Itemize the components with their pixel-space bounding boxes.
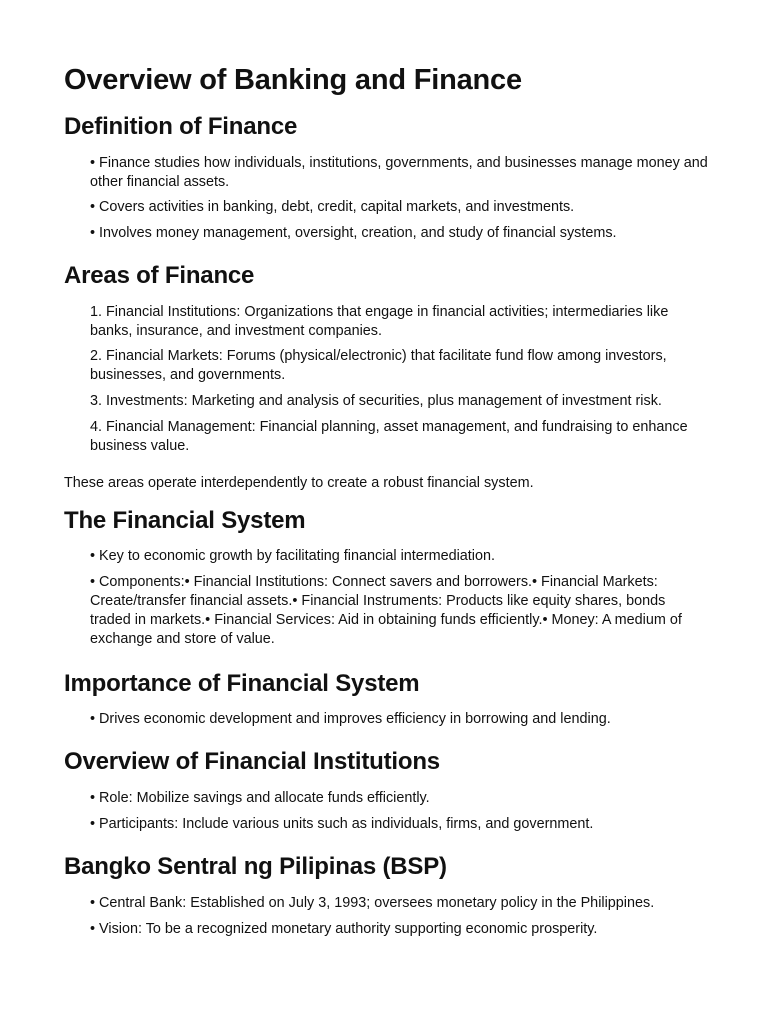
list-item: • Finance studies how individuals, institutions, governments, and businesses manage money and other financial assets.	[90, 155, 708, 190]
list-item: 4. Financial Management: Financial planning, asset management, and fundraising to enhance business value.	[90, 419, 688, 454]
page-title: Overview of Banking and Finance	[64, 64, 522, 96]
list-item: • Central Bank: Established on July 3, 1993; oversees monetary policy in the Philippines.	[90, 895, 655, 911]
list-item: • Drives economic development and improves efficiency in borrowing and lending.	[90, 711, 611, 727]
list-item: • Key to economic growth by facilitating financial intermediation.	[90, 548, 495, 564]
list-item: • Participants: Include various units such as individuals, firms, and government.	[90, 816, 594, 832]
list-item: 2. Financial Markets: Forums (physical/electronic) that facilitate fund flow among investors, businesses, and governments.	[90, 348, 667, 383]
list-item: • Role: Mobilize savings and allocate funds efficiently.	[90, 790, 430, 806]
list-item: 1. Financial Institutions: Organizations that engage in financial activities; intermediaries like banks, insurance, and investment companies.	[90, 304, 669, 339]
section-heading-importance: Importance of Financial System	[64, 670, 420, 697]
list-item: • Components:• Financial Institutions: Connect savers and borrowers.• Financial Markets: Create/transfer financial assets.• Financial Instruments: Products like equity shares, bonds traded in markets.• Financial Services: Aid in obtaining funds efficiently.• Money: A medium of exchange and store of value.	[90, 574, 682, 647]
section-heading-bsp: Bangko Sentral ng Pilipinas (BSP)	[64, 853, 447, 880]
section-heading-areas: Areas of Finance	[64, 262, 255, 289]
areas-note: These areas operate interdependently to create a robust financial system.	[64, 475, 534, 491]
list-item: 3. Investments: Marketing and analysis of securities, plus management of investment risk.	[90, 393, 662, 409]
section-heading-definition: Definition of Finance	[64, 113, 298, 140]
section-heading-institutions: Overview of Financial Institutions	[64, 748, 440, 775]
section-heading-system: The Financial System	[64, 507, 306, 534]
list-item: • Covers activities in banking, debt, credit, capital markets, and investments.	[90, 199, 575, 215]
list-item: • Vision: To be a recognized monetary authority supporting economic prosperity.	[90, 921, 598, 937]
list-item: • Involves money management, oversight, creation, and study of financial systems.	[90, 225, 617, 241]
